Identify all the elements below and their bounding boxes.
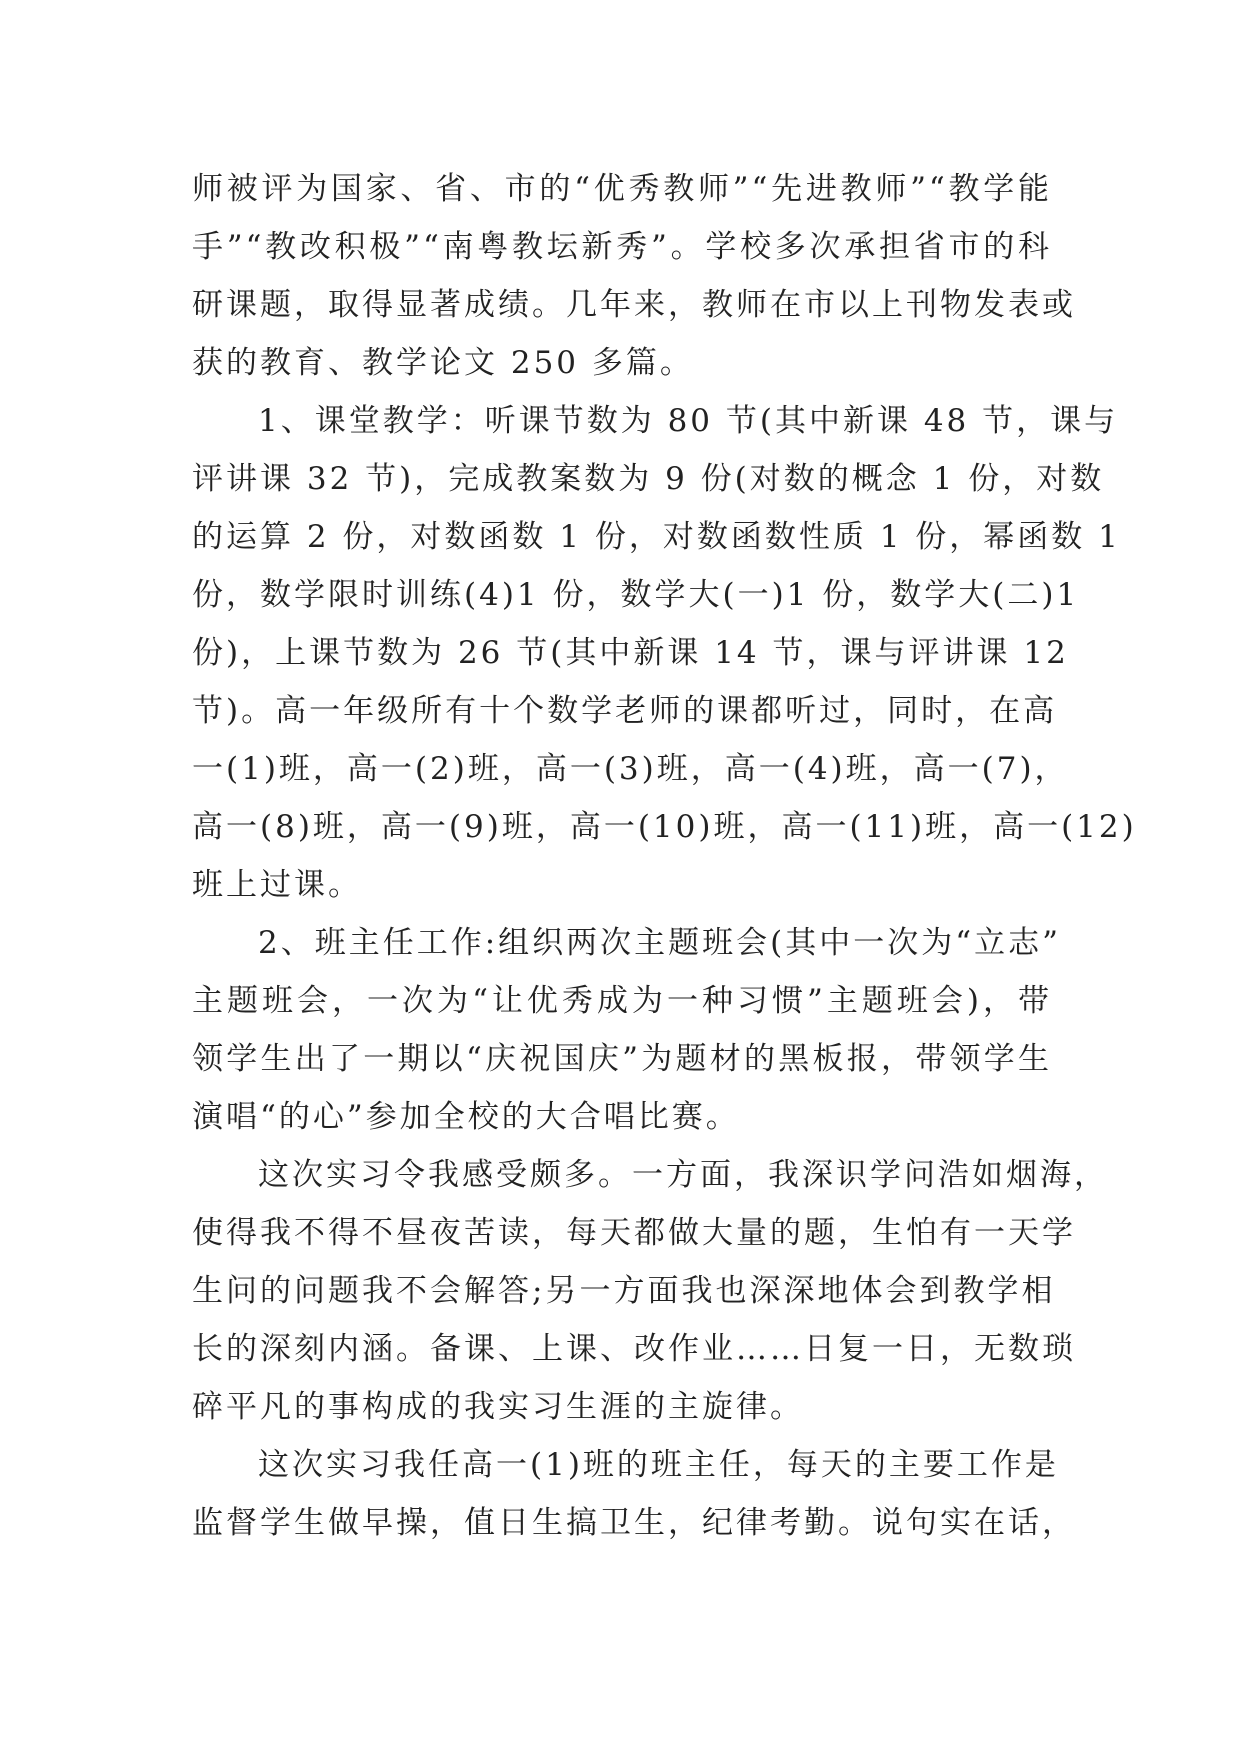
text-line: 使得我不得不昼夜苦读，每天都做大量的题，生怕有一天学 — [192, 1215, 1076, 1251]
text-line: 1、课堂教学：听课节数为 80 节(其中新课 48 节，课与 — [258, 403, 1119, 439]
text-line: 份，数学限时训练(4)1 份，数学大(一)1 份，数学大(二)1 — [192, 577, 1080, 613]
text-line: 班上过课。 — [192, 867, 362, 903]
text-line: 演唱“的心”参加全校的大合唱比赛。 — [192, 1099, 740, 1135]
text-line: 主题班会，一次为“让优秀成为一种习惯”主题班会)，带 — [192, 983, 1052, 1019]
text-line: 高一(8)班，高一(9)班，高一(10)班，高一(11)班，高一(12) — [192, 809, 1137, 845]
text-line: 2、班主任工作:组织两次主题班会(其中一次为“立志” — [258, 925, 1061, 961]
paragraph-class-duties — [192, 1436, 1076, 1552]
text-line: 研课题，取得显著成绩。几年来，教师在市以上刊物发表或 — [192, 287, 1076, 323]
text-line: 师被评为国家、省、市的“优秀教师”“先进教师”“教学能 — [192, 171, 1052, 207]
text-line: 手”“教改积极”“南粤教坛新秀”。学校多次承担省市的科 — [192, 229, 1052, 265]
paragraph-head-teacher-work — [192, 914, 1061, 1146]
text-line: 监督学生做早操，值日生搞卫生，纪律考勤。说句实在话， — [192, 1505, 1076, 1541]
text-line: 评讲课 32 节)，完成教案数为 9 份(对数的概念 1 份，对数 — [192, 461, 1105, 497]
paragraph-classroom-teaching — [192, 392, 1137, 914]
paragraph-reflection — [192, 1146, 1108, 1436]
text-line: 长的深刻内涵。备课、上课、改作业……日复一日，无数琐 — [192, 1331, 1076, 1367]
document-body — [192, 160, 1137, 1552]
text-line: 的运算 2 份，对数函数 1 份，对数函数性质 1 份，幂函数 1 — [192, 519, 1121, 555]
text-line: 碎平凡的事构成的我实习生涯的主旋律。 — [192, 1389, 804, 1425]
text-line: 这次实习令我感受颇多。一方面，我深识学问浩如烟海， — [258, 1157, 1108, 1193]
text-line: 份)，上课节数为 26 节(其中新课 14 节，课与评讲课 12 — [192, 635, 1069, 671]
text-line: 这次实习我任高一(1)班的班主任，每天的主要工作是 — [258, 1447, 1059, 1483]
text-line: 节)。高一年级所有十个数学老师的课都听过，同时，在高 — [192, 693, 1058, 729]
text-line: 领学生出了一期以“庆祝国庆”为题材的黑板报，带领学生 — [192, 1041, 1052, 1077]
text-line: 获的教育、教学论文 250 多篇。 — [192, 345, 694, 381]
text-line: 一(1)班，高一(2)班，高一(3)班，高一(4)班，高一(7)， — [192, 751, 1069, 787]
paragraph-honors — [192, 160, 1076, 392]
text-line: 生问的问题我不会解答;另一方面我也深深地体会到教学相 — [192, 1273, 1056, 1309]
